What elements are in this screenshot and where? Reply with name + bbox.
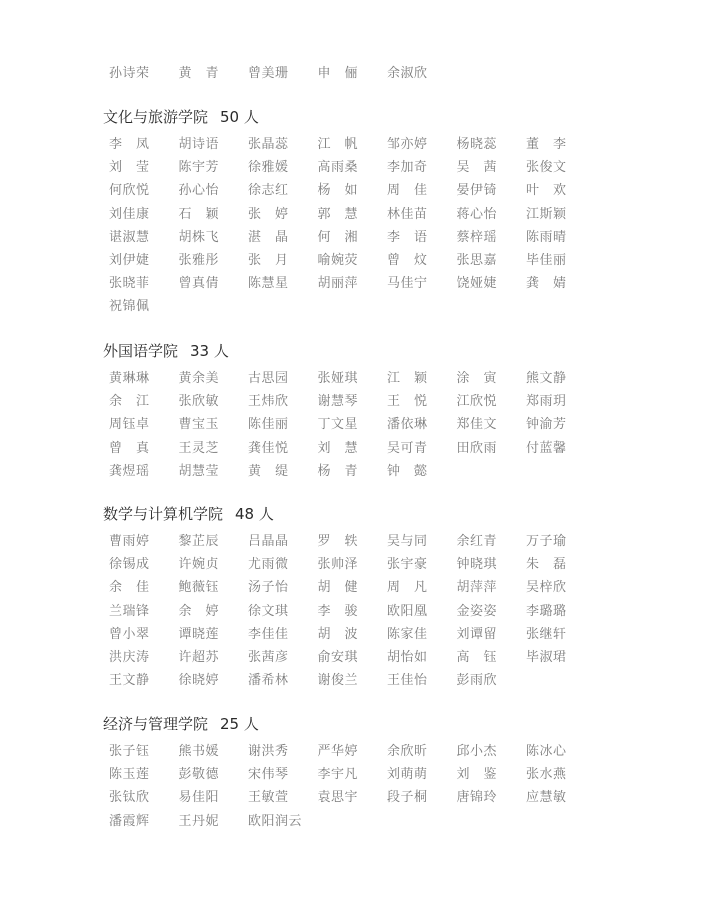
section-title: 经济与管理学院 — [103, 715, 209, 733]
person-name: 胡萍萍 — [456, 580, 498, 596]
person-name: 胡慧莹 — [178, 463, 220, 479]
section-heading — [103, 503, 683, 527]
person-name: 王敏萱 — [248, 790, 289, 806]
person-name: 李加奇 — [387, 160, 428, 176]
person-name: 余 江 — [109, 394, 150, 410]
section-economics-management — [103, 713, 683, 831]
person-name: 江欣悦 — [456, 394, 498, 410]
person-name: 郭 慧 — [317, 206, 359, 222]
person-name: 杨 青 — [317, 463, 359, 479]
name-row — [109, 131, 683, 154]
person-name: 张继轩 — [526, 626, 567, 642]
name-row — [109, 177, 683, 200]
person-name: 潘希林 — [248, 673, 289, 689]
name-grid — [109, 738, 683, 831]
person-name: 陈宇芳 — [178, 160, 220, 176]
top-names-row — [109, 60, 457, 83]
person-name: 毕佳丽 — [526, 253, 567, 269]
person-name: 江 帆 — [317, 137, 359, 153]
person-name: 张欣敏 — [178, 394, 220, 410]
person-name: 曹雨婷 — [109, 534, 150, 550]
person-name: 许超苏 — [178, 650, 220, 666]
person-name: 杨晓蕊 — [456, 137, 498, 153]
person-name: 黄 青 — [178, 66, 220, 82]
person-name: 洪庆涛 — [109, 650, 150, 666]
person-name: 高 钰 — [456, 650, 498, 666]
person-name: 欧阳润云 — [248, 813, 303, 829]
person-name: 彭雨欣 — [456, 673, 498, 689]
person-name: 张子钰 — [109, 744, 150, 760]
person-name: 潘霞辉 — [109, 813, 150, 829]
person-name: 刘谭留 — [456, 626, 498, 642]
person-name: 李璐璐 — [526, 603, 567, 619]
person-name: 余 佳 — [109, 580, 150, 596]
person-name: 吴可青 — [387, 440, 428, 456]
name-row — [109, 60, 457, 83]
person-name: 张宇豪 — [387, 557, 428, 573]
section-foreign-languages — [103, 340, 683, 481]
person-name: 蒋心怡 — [456, 206, 498, 222]
person-name: 邱小杰 — [456, 744, 498, 760]
person-name: 李 语 — [387, 229, 428, 245]
name-row — [109, 458, 683, 481]
person-name: 饶娅婕 — [456, 276, 498, 292]
name-row — [109, 435, 683, 458]
person-name: 张晶蕊 — [248, 137, 289, 153]
person-name: 张思嘉 — [456, 253, 498, 269]
person-name: 袁思宇 — [317, 790, 359, 806]
person-name: 王文静 — [109, 673, 150, 689]
name-row — [109, 224, 683, 247]
person-name: 余 婷 — [178, 603, 220, 619]
section-count: 25 人 — [220, 715, 259, 733]
person-name: 谢慧琴 — [317, 394, 359, 410]
person-name: 彭敬德 — [178, 767, 220, 783]
person-name: 曾小翠 — [109, 626, 150, 642]
person-name: 余红青 — [456, 534, 498, 550]
person-name: 曾真倩 — [178, 276, 220, 292]
person-name: 孙心怡 — [178, 183, 220, 199]
person-name: 付蓝馨 — [526, 440, 567, 456]
person-name: 黄琳琳 — [109, 371, 150, 387]
person-name: 宋伟琴 — [248, 767, 289, 783]
person-name: 余淑欣 — [387, 66, 428, 82]
name-grid — [109, 528, 683, 690]
person-name: 曾美珊 — [248, 66, 289, 82]
name-row — [109, 621, 683, 644]
person-name: 李 骏 — [317, 603, 359, 619]
person-name: 马佳宁 — [387, 276, 428, 292]
name-row — [109, 784, 683, 807]
section-count: 48 人 — [235, 505, 274, 523]
name-grid — [109, 365, 683, 481]
person-name: 谌淑慧 — [109, 229, 150, 245]
person-name: 吴 茜 — [456, 160, 498, 176]
person-name: 鲍薇钰 — [178, 580, 220, 596]
person-name: 谭晓莲 — [178, 626, 220, 642]
person-name: 罗 轶 — [317, 534, 359, 550]
person-name: 陈佳丽 — [248, 417, 289, 433]
person-name: 唐锦玲 — [456, 790, 498, 806]
name-row — [109, 270, 683, 293]
name-row — [109, 551, 683, 574]
name-row — [109, 761, 683, 784]
person-name: 江斯颖 — [526, 206, 567, 222]
person-name: 刘萌萌 — [387, 767, 428, 783]
person-name: 刘 鉴 — [456, 767, 498, 783]
person-name: 俞安琪 — [317, 650, 359, 666]
person-name: 胡 波 — [317, 626, 359, 642]
person-name: 余欣昕 — [387, 744, 428, 760]
person-name: 尤雨微 — [248, 557, 289, 573]
person-name: 祝锦佩 — [109, 299, 150, 315]
person-name: 金姿姿 — [456, 603, 498, 619]
person-name: 胡怡如 — [387, 650, 428, 666]
person-name: 张雅彤 — [178, 253, 220, 269]
name-row — [109, 154, 683, 177]
person-name: 黎芷辰 — [178, 534, 220, 550]
person-name: 王丹妮 — [178, 813, 220, 829]
section-count: 50 人 — [220, 108, 259, 126]
name-row — [109, 808, 683, 831]
person-name: 吴与同 — [387, 534, 428, 550]
person-name: 郑雨玥 — [526, 394, 567, 410]
person-name: 万子瑜 — [526, 534, 567, 550]
person-name: 田欣雨 — [456, 440, 498, 456]
person-name: 龚煜瑶 — [109, 463, 150, 479]
name-row — [109, 365, 683, 388]
section-heading — [103, 106, 683, 130]
person-name: 谢洪秀 — [248, 744, 289, 760]
name-row — [109, 201, 683, 224]
person-name: 熊文静 — [526, 371, 567, 387]
person-name: 孙诗荣 — [109, 66, 150, 82]
person-name: 龚 婧 — [526, 276, 567, 292]
person-name: 王佳怡 — [387, 673, 428, 689]
person-name: 张 婷 — [248, 206, 289, 222]
person-name: 晏伊锜 — [456, 183, 498, 199]
person-name: 陈家佳 — [387, 626, 428, 642]
person-name: 胡丽萍 — [317, 276, 359, 292]
name-row — [109, 738, 683, 761]
person-name: 周钰卓 — [109, 417, 150, 433]
person-name: 张 月 — [248, 253, 289, 269]
person-name: 应慧敏 — [526, 790, 567, 806]
person-name: 潘依琳 — [387, 417, 428, 433]
person-name: 吕晶晶 — [248, 534, 289, 550]
name-row — [109, 574, 683, 597]
person-name: 郑佳文 — [456, 417, 498, 433]
person-name: 曾 真 — [109, 440, 150, 456]
person-name: 涂 寅 — [456, 371, 498, 387]
person-name: 江 颖 — [387, 371, 428, 387]
person-name: 湛 晶 — [248, 229, 289, 245]
person-name: 曾 炆 — [387, 253, 428, 269]
person-name: 刘 慧 — [317, 440, 359, 456]
person-name: 许婉贞 — [178, 557, 220, 573]
name-row — [109, 247, 683, 270]
person-name: 胡株飞 — [178, 229, 220, 245]
section-title: 文化与旅游学院 — [103, 108, 209, 126]
person-name: 徐文琪 — [248, 603, 289, 619]
section-title: 外国语学院 — [103, 342, 179, 360]
person-name: 徐晓婷 — [178, 673, 220, 689]
person-name: 李宇凡 — [317, 767, 359, 783]
name-grid — [109, 131, 683, 317]
person-name: 徐雅媛 — [248, 160, 289, 176]
person-name: 何 湘 — [317, 229, 359, 245]
name-row — [109, 293, 683, 316]
person-name: 何欣悦 — [109, 183, 150, 199]
person-name: 曹宝玉 — [178, 417, 220, 433]
name-row — [109, 411, 683, 434]
person-name: 谢俊兰 — [317, 673, 359, 689]
person-name: 钟渝芳 — [526, 417, 567, 433]
person-name: 周 佳 — [387, 183, 428, 199]
person-name: 董 李 — [526, 137, 567, 153]
person-name: 段子桐 — [387, 790, 428, 806]
person-name: 陈冰心 — [526, 744, 567, 760]
person-name: 申 俪 — [317, 66, 359, 82]
person-name: 喻婉荧 — [317, 253, 359, 269]
person-name: 汤子怡 — [248, 580, 289, 596]
person-name: 林佳苗 — [387, 206, 428, 222]
person-name: 钟晓琪 — [456, 557, 498, 573]
person-name: 陈雨晴 — [526, 229, 567, 245]
person-name: 张娅琪 — [317, 371, 359, 387]
person-name: 黄余美 — [178, 371, 220, 387]
person-name: 张俊文 — [526, 160, 567, 176]
person-name: 张晓菲 — [109, 276, 150, 292]
person-name: 兰瑞锋 — [109, 603, 150, 619]
person-name: 吴梓欣 — [526, 580, 567, 596]
person-name: 胡 健 — [317, 580, 359, 596]
person-name: 王灵芝 — [178, 440, 220, 456]
person-name: 刘佳康 — [109, 206, 150, 222]
person-name: 叶 欢 — [526, 183, 567, 199]
section-culture-tourism — [103, 106, 683, 317]
name-row — [109, 667, 683, 690]
name-row — [109, 644, 683, 667]
person-name: 周 凡 — [387, 580, 428, 596]
person-name: 李 凤 — [109, 137, 150, 153]
person-name: 石 颖 — [178, 206, 220, 222]
person-name: 张帅泽 — [317, 557, 359, 573]
person-name: 邹亦婷 — [387, 137, 428, 153]
person-name: 陈慧星 — [248, 276, 289, 292]
person-name: 杨 如 — [317, 183, 359, 199]
person-name: 丁文星 — [317, 417, 359, 433]
person-name: 刘 莹 — [109, 160, 150, 176]
name-row — [109, 598, 683, 621]
person-name: 高雨桑 — [317, 160, 359, 176]
person-name: 龚佳悦 — [248, 440, 289, 456]
person-name: 李佳佳 — [248, 626, 289, 642]
person-name: 陈玉莲 — [109, 767, 150, 783]
person-name: 黄 缇 — [248, 463, 289, 479]
person-name: 张茜彦 — [248, 650, 289, 666]
person-name: 王 悦 — [387, 394, 428, 410]
person-name: 张钛欣 — [109, 790, 150, 806]
person-name: 毕淑珺 — [526, 650, 567, 666]
name-row — [109, 528, 683, 551]
person-name: 王炜欣 — [248, 394, 289, 410]
section-count: 33 人 — [190, 342, 229, 360]
section-heading — [103, 713, 683, 737]
person-name: 钟 懿 — [387, 463, 428, 479]
person-name: 朱 磊 — [526, 557, 567, 573]
person-name: 张水燕 — [526, 767, 567, 783]
person-name: 胡诗语 — [178, 137, 220, 153]
person-name: 刘伊婕 — [109, 253, 150, 269]
section-heading — [103, 340, 683, 364]
person-name: 欧阳凰 — [387, 603, 428, 619]
person-name: 徐锡成 — [109, 557, 150, 573]
person-name: 严华婷 — [317, 744, 359, 760]
section-title: 数学与计算机学院 — [103, 505, 224, 523]
name-row — [109, 388, 683, 411]
person-name: 徐志红 — [248, 183, 289, 199]
section-math-computer — [103, 503, 683, 690]
person-name: 古思园 — [248, 371, 289, 387]
person-name: 蔡梓瑶 — [456, 229, 498, 245]
person-name: 易佳阳 — [178, 790, 220, 806]
person-name: 熊书媛 — [178, 744, 220, 760]
